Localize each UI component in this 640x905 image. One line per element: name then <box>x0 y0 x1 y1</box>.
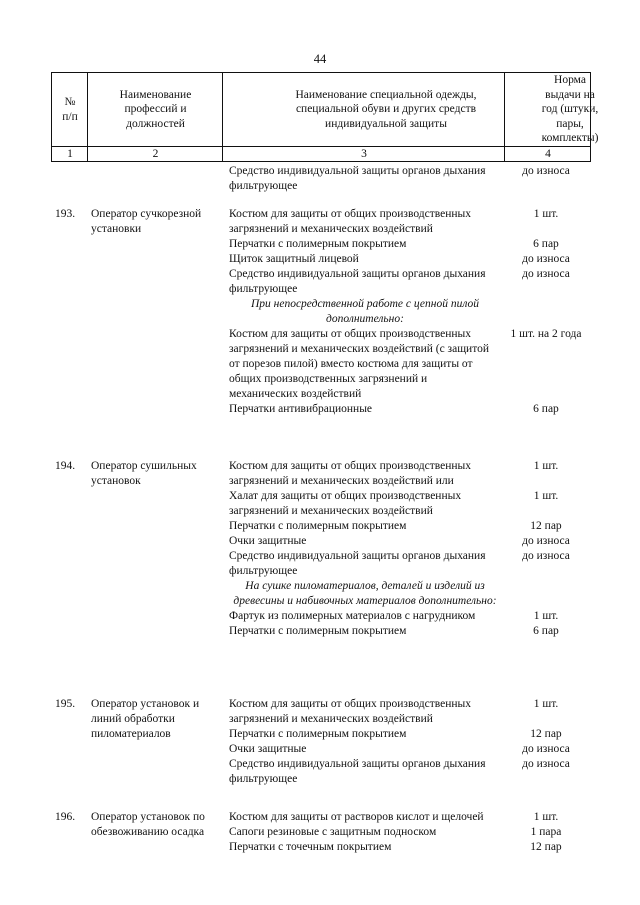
item-norm: 12 пар <box>530 728 562 740</box>
item-row <box>0 825 640 840</box>
item-name: Очки защитные <box>229 535 307 547</box>
entry-profession: Оператор установок по обезвоживанию осадка <box>91 811 205 838</box>
item-row <box>0 459 640 489</box>
italic-note: При непосредственной работе с цепной пилой дополнительно: <box>250 298 480 325</box>
item-name: Халат для защиты от общих производственных загрязнений и механических воздействий <box>229 490 462 517</box>
item-row <box>0 549 640 579</box>
item-name: Очки защитные <box>229 743 307 755</box>
item-norm: до износа <box>522 165 570 177</box>
column-number-row <box>51 147 591 162</box>
item-name: Перчатки с полимерным покрытием <box>229 728 407 740</box>
header-items: Наименование специальной одежды, специальной обуви и других средств индивидуальной защиты <box>295 88 477 130</box>
item-norm: 12 пар <box>530 520 562 532</box>
carry-over-row <box>0 164 640 194</box>
item-name: Перчатки с точечным покрытием <box>229 841 392 853</box>
item-norm: 6 пар <box>533 238 559 250</box>
column-number: 4 <box>545 148 551 160</box>
entry-profession: Оператор сучкорезной установки <box>91 208 202 235</box>
item-norm: до износа <box>522 268 570 280</box>
header-number: № п/п <box>62 96 78 123</box>
item-name: Перчатки антивибрационные <box>229 403 373 415</box>
item-row <box>0 519 640 534</box>
item-row <box>0 742 640 757</box>
item-name: Средство индивидуальной защиты органов дыхания фильтрующее <box>229 550 486 577</box>
entry-profession: Оператор установок и линий обработки пиломатериалов <box>91 698 200 740</box>
item-name: Перчатки с полимерным покрытием <box>229 238 407 250</box>
item-norm: до износа <box>522 535 570 547</box>
item-row <box>0 840 640 855</box>
item-name: Средство индивидуальной защиты органов дыхания фильтрующее <box>229 268 486 295</box>
column-number: 1 <box>67 148 73 160</box>
item-row <box>0 164 640 194</box>
item-row <box>0 327 640 402</box>
item-name: Перчатки с полимерным покрытием <box>229 625 407 637</box>
item-norm: 1 шт. на 2 года <box>510 328 582 340</box>
item-row <box>0 697 640 727</box>
item-norm: до износа <box>522 758 570 770</box>
item-norm: 1 шт. <box>533 490 559 502</box>
entry-number: 196. <box>55 811 76 823</box>
entry-193 <box>0 207 640 417</box>
item-row <box>0 534 640 549</box>
header-norm: Норма выдачи на год (штуки, пары, комплекты) <box>541 74 599 145</box>
item-name: Средство индивидуальной защиты органов дыхания фильтрующее <box>229 165 486 192</box>
entry-profession: Оператор сушильных установок <box>91 460 197 487</box>
item-name: Фартук из полимерных материалов с нагрудником <box>229 610 476 622</box>
item-norm: 6 пар <box>533 625 559 637</box>
item-norm: 1 шт. <box>533 208 559 220</box>
item-name: Костюм для защиты от общих производственных загрязнений и механических воздействий (с защитой от порезов пилой) вместо костюма для защиты от общих производственных загрязнений и механических воздействий <box>229 328 489 400</box>
item-norm: 1 пара <box>530 826 562 838</box>
item-norm: до износа <box>522 743 570 755</box>
entry-195 <box>0 697 640 787</box>
item-row <box>0 757 640 787</box>
item-norm: 12 пар <box>530 841 562 853</box>
item-norm: 1 шт. <box>533 460 559 472</box>
item-name: Щиток защитный лицевой <box>229 253 359 265</box>
item-row <box>0 267 640 297</box>
item-name: Костюм для защиты от общих производственных загрязнений и механических воздействий <box>229 208 471 235</box>
item-name: Средство индивидуальной защиты органов дыхания фильтрующее <box>229 758 486 785</box>
item-name: Сапоги резиновые с защитным подноском <box>229 826 437 838</box>
entry-number: 194. <box>55 460 76 472</box>
item-row <box>0 609 640 624</box>
column-number: 3 <box>361 148 367 160</box>
item-norm: до износа <box>522 550 570 562</box>
item-norm: 1 шт. <box>533 811 559 823</box>
item-norm: 1 шт. <box>533 610 559 622</box>
table-header <box>51 72 599 147</box>
entry-number: 195. <box>55 698 76 710</box>
item-row <box>0 252 640 267</box>
item-name: Костюм для защиты от общих производственных загрязнений и механических воздействий <box>229 698 471 725</box>
entry-194 <box>0 459 640 639</box>
item-row <box>0 727 640 742</box>
header-profession: Наименование профессий и должностей <box>119 88 192 130</box>
entry-196 <box>0 810 640 855</box>
item-norm: 1 шт. <box>533 698 559 710</box>
column-number: 2 <box>152 148 159 160</box>
item-row <box>0 402 640 417</box>
item-row <box>0 624 640 639</box>
item-row <box>0 237 640 252</box>
item-row <box>0 489 640 519</box>
item-row <box>0 207 640 237</box>
entry-number: 193. <box>55 208 76 220</box>
item-row <box>0 810 640 825</box>
item-norm: до износа <box>522 253 570 265</box>
item-norm: 6 пар <box>533 403 559 415</box>
item-name: Перчатки с полимерным покрытием <box>229 520 407 532</box>
italic-note: На сушке пиломатериалов, деталей и изделий из древесины и набивочных материалов дополнительно: <box>233 580 497 607</box>
item-name: Костюм для защиты от общих производственных загрязнений и механических воздействий или <box>229 460 471 487</box>
page-number: 44 <box>313 52 327 66</box>
item-name: Костюм для защиты от растворов кислот и щелочей <box>229 811 484 823</box>
